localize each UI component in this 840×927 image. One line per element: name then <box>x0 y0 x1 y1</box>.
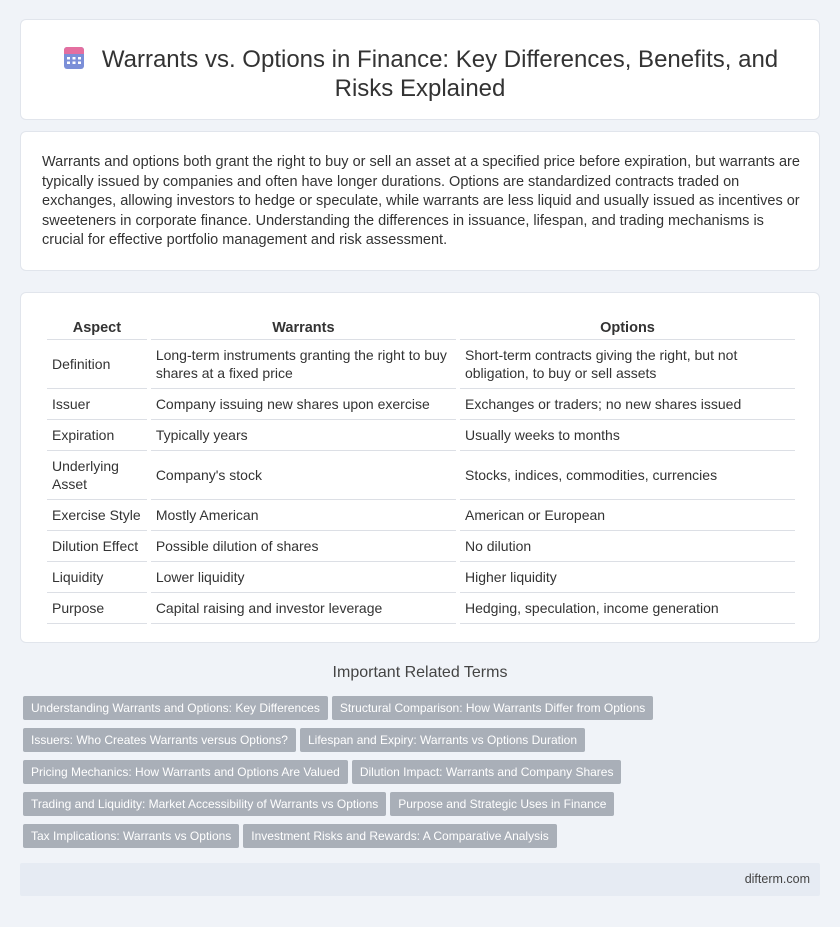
comparison-table-card <box>20 292 820 643</box>
warrants-cell: Capital raising and investor leverage <box>151 593 456 624</box>
aspect-cell: Underlying Asset <box>47 451 147 500</box>
header-options: Options <box>460 310 795 340</box>
warrants-cell: Mostly American <box>151 500 456 531</box>
table-row <box>47 340 795 389</box>
options-cell: American or European <box>460 500 795 531</box>
related-term-link[interactable]: Trading and Liquidity: Market Accessibility of Warrants vs Options <box>23 792 386 816</box>
aspect-cell: Expiration <box>47 420 147 451</box>
warrants-cell: Long-term instruments granting the right to buy shares at a fixed price <box>151 340 456 389</box>
tag-row <box>23 792 823 824</box>
footer <box>20 863 820 896</box>
table-row <box>47 500 795 531</box>
aspect-cell: Definition <box>47 340 147 389</box>
intro-paragraph: Warrants and options both grant the right to buy or sell an asset at a specified price before expiration, but warrants are typically issued by companies and often have longer durations. Options are standardized contracts traded on exchanges, allowing investors to hedge or speculate, while warrants are less liquid and usually issued as incentives or sweeteners in corporate finance. Understanding the differences in issuance, lifespan, and trading mechanisms is crucial for effective portfolio management and risk assessment. <box>42 154 800 248</box>
options-cell: Higher liquidity <box>460 562 795 593</box>
aspect-cell: Issuer <box>47 389 147 420</box>
tag-row <box>23 760 823 792</box>
page-title-text: Warrants vs. Options in Finance: Key Differences, Benefits, and Risks Explained <box>101 46 779 102</box>
related-term-link[interactable]: Investment Risks and Rewards: A Comparative Analysis <box>243 824 556 848</box>
warrants-cell: Company issuing new shares upon exercise <box>151 389 456 420</box>
options-cell: Usually weeks to months <box>460 420 795 451</box>
warrants-cell: Typically years <box>151 420 456 451</box>
options-cell: Exchanges or traders; no new shares issued <box>460 389 795 420</box>
table-row <box>47 593 795 624</box>
page-title <box>21 45 819 103</box>
table-header-row <box>47 310 795 340</box>
table-row <box>47 420 795 451</box>
warrants-cell: Company's stock <box>151 451 456 500</box>
related-term-link[interactable]: Lifespan and Expiry: Warrants vs Options Duration <box>300 728 585 752</box>
aspect-cell: Dilution Effect <box>47 531 147 562</box>
tag-row <box>23 824 823 856</box>
related-terms-title: Important Related Terms <box>332 664 508 681</box>
related-term-link[interactable]: Issuers: Who Creates Warrants versus Options? <box>23 728 296 752</box>
tag-row <box>23 728 823 760</box>
options-cell: Hedging, speculation, income generation <box>460 593 795 624</box>
warrants-cell: Possible dilution of shares <box>151 531 456 562</box>
table-row <box>47 389 795 420</box>
options-cell: No dilution <box>460 531 795 562</box>
table-row <box>47 562 795 593</box>
intro-card <box>20 131 820 271</box>
warrants-cell: Lower liquidity <box>151 562 456 593</box>
related-term-link[interactable]: Purpose and Strategic Uses in Finance <box>390 792 614 816</box>
footer-site-link[interactable]: difterm.com <box>744 872 810 886</box>
options-cell: Stocks, indices, commodities, currencies <box>460 451 795 500</box>
related-term-link[interactable]: Understanding Warrants and Options: Key Differences <box>23 696 328 720</box>
related-term-link[interactable]: Pricing Mechanics: How Warrants and Options Are Valued <box>23 760 348 784</box>
related-term-link[interactable]: Tax Implications: Warrants vs Options <box>23 824 239 848</box>
table-row <box>47 531 795 562</box>
header-warrants: Warrants <box>151 310 456 340</box>
related-term-link[interactable]: Structural Comparison: How Warrants Differ from Options <box>332 696 653 720</box>
options-cell: Short-term contracts giving the right, but not obligation, to buy or sell assets <box>460 340 795 389</box>
header-card <box>20 19 820 120</box>
header-aspect: Aspect <box>47 310 147 340</box>
calculator-icon <box>62 46 86 70</box>
comparison-table <box>43 310 799 624</box>
aspect-cell: Exercise Style <box>47 500 147 531</box>
related-term-link[interactable]: Dilution Impact: Warrants and Company Shares <box>352 760 622 784</box>
tag-row <box>23 696 823 728</box>
aspect-cell: Purpose <box>47 593 147 624</box>
aspect-cell: Liquidity <box>47 562 147 593</box>
table-row <box>47 451 795 500</box>
related-terms-list <box>23 696 823 856</box>
